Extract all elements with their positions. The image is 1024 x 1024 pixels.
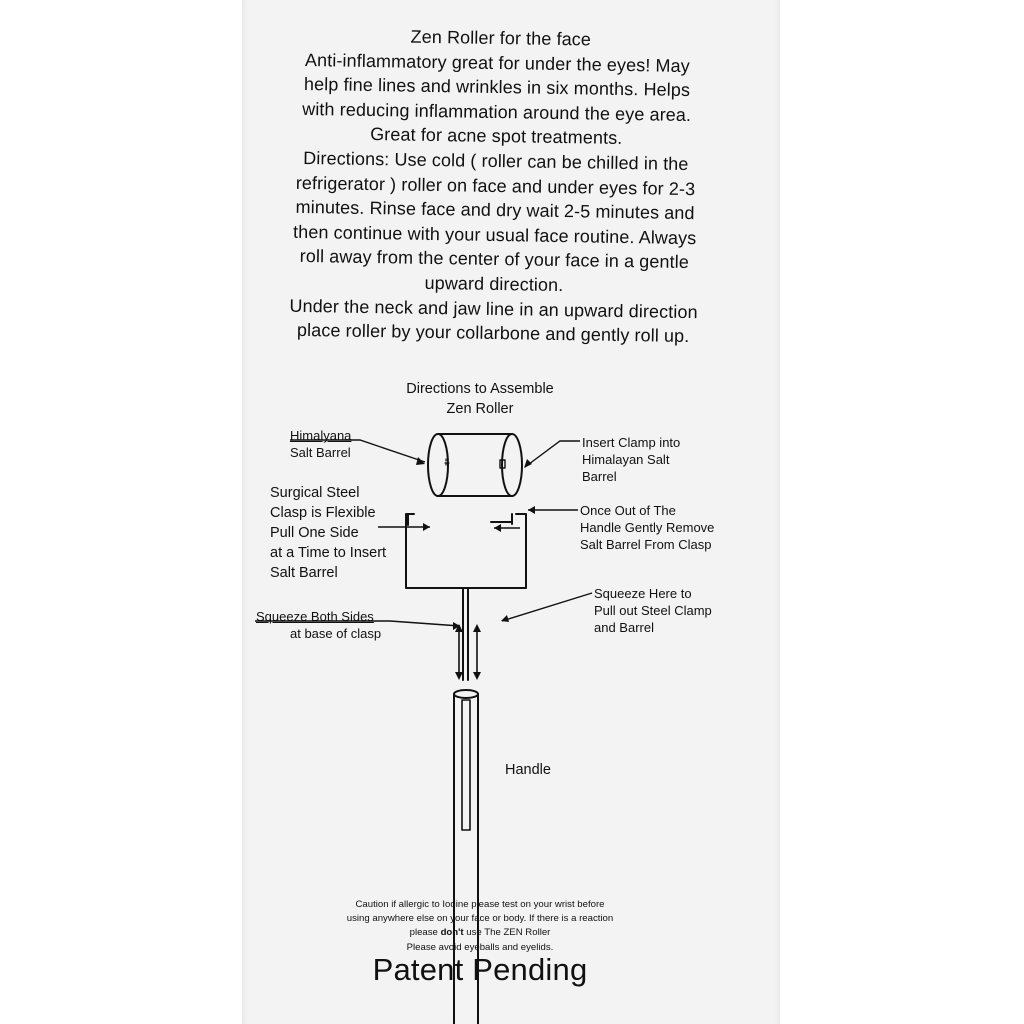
caution-line-3 <box>300 926 660 940</box>
caution-line-2: using anywhere else on your face or body. If there is a reaction <box>346 913 614 925</box>
intro-line-1: Anti-inflammatory great for under the eyes! May <box>304 49 690 76</box>
clasp-line-4: at a Time to Insert <box>270 545 387 561</box>
assembly-title <box>380 379 580 419</box>
patent-pending: Patent Pending <box>372 952 588 987</box>
caution-line-3-start: please <box>409 927 441 939</box>
remove-line-1: Once Out of The <box>580 503 676 518</box>
barrel-label-line-2: Salt Barrel <box>290 445 351 460</box>
product-title: Zen Roller for the face <box>410 26 592 50</box>
clasp-line-3: Pull One Side <box>270 525 359 541</box>
insert-clamp-line-1: Insert Clamp into <box>582 435 681 450</box>
intro-line-3: with reducing inflammation around the eye area. <box>302 98 692 125</box>
squeeze-here-line-1: Squeeze Here to <box>594 586 692 601</box>
squeeze-both-label <box>256 608 381 642</box>
insert-clamp-line-2: Himalayan Salt <box>582 452 670 467</box>
squeeze-both-line-2: at base of clasp <box>290 626 382 641</box>
intro-line-4: Great for acne spot treatments. <box>370 124 623 149</box>
squeeze-both-line-1: Squeeze Both Sides <box>256 609 374 624</box>
remove-line-3: Salt Barrel From Clasp <box>580 537 712 552</box>
caution-line-4: Please avoid eyeballs and eyelids. <box>406 941 554 953</box>
assembly-title-line-1: Directions to Assemble <box>406 381 554 397</box>
intro-line-2: help fine lines and wrinkles in six months. Helps <box>303 74 691 101</box>
neck-line-2: place roller by your collarbone and gently roll up. <box>296 320 690 347</box>
squeeze-here-line-2: Pull out Steel Clamp <box>594 603 712 618</box>
remove-line-2: Handle Gently Remove <box>580 520 715 535</box>
arrowheads <box>416 457 535 630</box>
directions-line-3: minutes. Rinse face and dry wait 2-5 minutes and <box>295 197 695 224</box>
directions-line-2: refrigerator ) roller on face and under eyes for 2-3 <box>295 172 696 199</box>
insert-clamp-label <box>582 434 680 485</box>
squeeze-here-line-3: and Barrel <box>594 620 654 635</box>
squeeze-here-label <box>594 585 712 636</box>
clasp-label <box>270 483 386 583</box>
clasp-drawing <box>406 514 526 680</box>
clasp-line-2: Clasp is Flexible <box>270 505 376 521</box>
remove-barrel-label <box>580 502 714 553</box>
directions-line-6: upward direction. <box>424 272 564 295</box>
barrel-label <box>290 427 351 461</box>
neck-line-1: Under the neck and jaw line in an upward direction <box>289 295 698 322</box>
caution-block <box>300 898 660 955</box>
clasp-line-1: Surgical Steel <box>270 485 360 501</box>
assembly-title-line-2: Zen Roller <box>446 401 514 417</box>
salt-barrel-drawing <box>428 434 522 496</box>
handle-label: Handle <box>505 762 551 778</box>
directions-line-5: roll away from the center of your face in a gentle <box>299 246 690 273</box>
directions-line-1: Directions: Use cold ( roller can be chilled in the <box>303 147 689 174</box>
clasp-line-5: Salt Barrel <box>270 565 338 581</box>
caution-dont: don't <box>440 927 464 939</box>
caution-line-3-end: use The ZEN Roller <box>463 927 551 939</box>
directions-line-4: then continue with your usual face routine. Always <box>292 221 697 248</box>
barrel-label-line-1: Himalyana <box>290 428 352 443</box>
caution-line-1: Caution if allergic to Iodine please test on your wrist before <box>355 899 605 910</box>
insert-clamp-line-3: Barrel <box>582 469 617 484</box>
